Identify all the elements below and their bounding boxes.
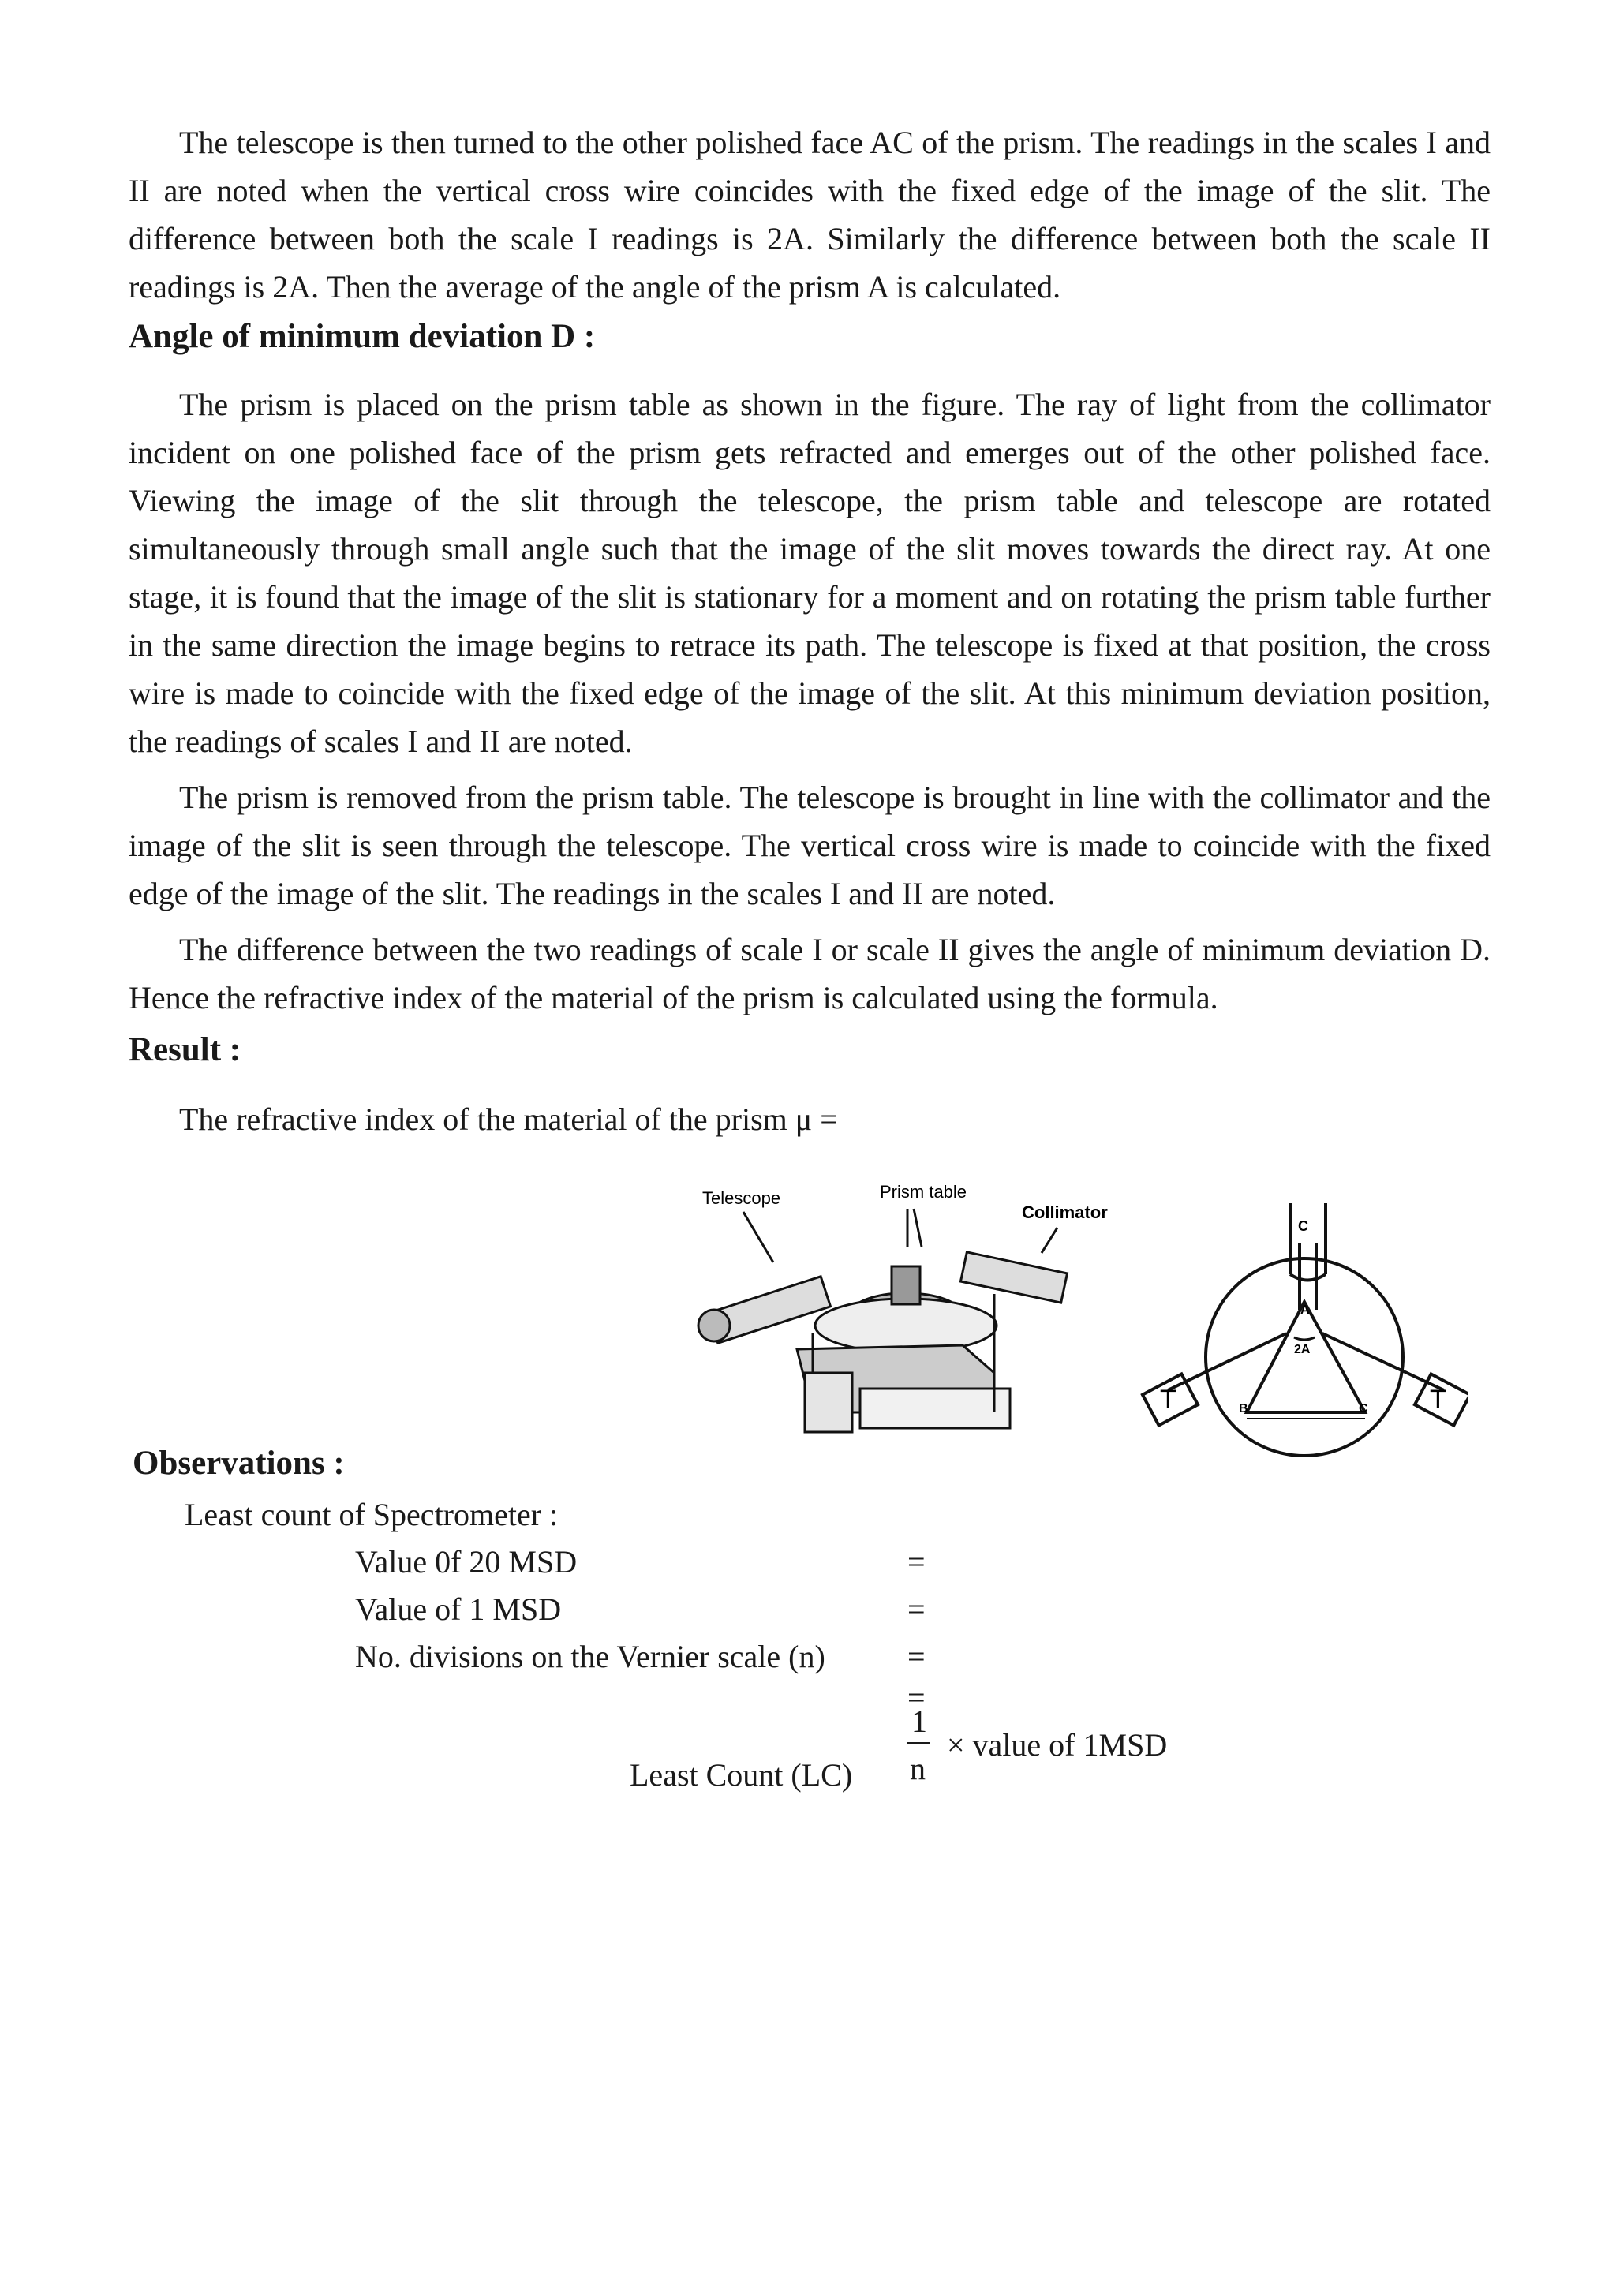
paragraph-minimum-deviation-procedure: The prism is placed on the prism table as shown in the figure. The ray of light from the collimator incident on one polished face of the prism gets refracted and emerges out of the other polished face. Viewing the image of the slit through the telescope, the prism table and telescope are rotated simultaneously through small angle such that the image of the slit moves towards the direct ray. At one stage, it is found that the image of the slit is stationary for a moment and on rotating the prism table further in the same direction the image begins to retrace its path. The telescope is fixed at that position, the cross wire is made to coincide with the fixed edge of the image of the slit. At this minimum deviation position, the readings of scales I and II are noted. bbox=[129, 387, 1491, 759]
obs-row-value-1-msd: Value of 1 MSD bbox=[355, 1591, 562, 1627]
paragraph-direct-reading: The prism is removed from the prism table. The telescope is brought in line with the collimator and the image of the slit is seen through the telescope. The vertical cross wire is made to coincide with the fixed edge of the image of the slit. The readings in the scales I and II are noted. bbox=[129, 780, 1491, 911]
paragraph-refractive-index: The difference between the two readings of scale I or scale II gives the angle of minimum deviation D. Hence the refractive index of the material of the prism is calculated using the formula. bbox=[129, 932, 1491, 1015]
fraction-bar bbox=[907, 1742, 930, 1744]
telescope-label: Telescope bbox=[702, 1188, 781, 1208]
least-count-denominator: n bbox=[910, 1751, 926, 1786]
vertex-a-label: A bbox=[1300, 1303, 1310, 1317]
heading-observations: Observations : bbox=[133, 1445, 345, 1482]
least-count-equals: = bbox=[907, 1680, 926, 1715]
obs-row-value-20-msd: Value 0f 20 MSD bbox=[355, 1544, 578, 1580]
prism-table-label: Prism table bbox=[880, 1182, 967, 1202]
vertex-b-label: B bbox=[1239, 1402, 1248, 1415]
telescope-t-left-label: T bbox=[1160, 1385, 1176, 1415]
result-line: The refractive index of the material of the prism μ = bbox=[179, 1101, 838, 1137]
angle-2a-label: 2A bbox=[1294, 1343, 1311, 1356]
least-count-numerator: 1 bbox=[911, 1703, 927, 1739]
prism-ray-diagram bbox=[1136, 1176, 1468, 1468]
least-count-label: Least Count (LC) bbox=[630, 1757, 853, 1793]
collimator-c-label: C bbox=[1298, 1218, 1308, 1234]
paragraph-prism-angle: The telescope is then turned to the other polished face AC of the prism. The readings in the scales I and II are noted when the vertical cross wire coincides with the fixed edge of the image of the slit. The difference between both the scale I readings is 2A. Similarly the difference between both the scale II readings is 2A. Then the average of the angle of the prism A is calculated. bbox=[129, 125, 1491, 305]
collimator-label: Collimator bbox=[1022, 1202, 1108, 1222]
telescope-t-right-label: T bbox=[1430, 1385, 1446, 1415]
obs-row-value-20-msd-eq: = bbox=[907, 1544, 926, 1580]
heading-result: Result : bbox=[129, 1031, 241, 1068]
prism-triangle bbox=[1247, 1302, 1365, 1412]
least-count-multiplier: × value of 1MSD bbox=[947, 1727, 1168, 1763]
telescope-pointer bbox=[743, 1212, 773, 1262]
obs-row-value-1-msd-eq: = bbox=[907, 1591, 926, 1627]
obs-row-vernier-divisions: No. divisions on the Vernier scale (n) bbox=[355, 1639, 825, 1674]
collimator-pointer bbox=[1042, 1228, 1057, 1253]
heading-minimum-deviation: Angle of minimum deviation D : bbox=[129, 318, 596, 355]
vertex-c-label: C bbox=[1359, 1402, 1368, 1415]
obs-row-vernier-divisions-eq: = bbox=[907, 1639, 926, 1674]
least-count-title: Least count of Spectrometer : bbox=[185, 1497, 559, 1532]
spectrometer-figure bbox=[694, 1176, 1136, 1436]
